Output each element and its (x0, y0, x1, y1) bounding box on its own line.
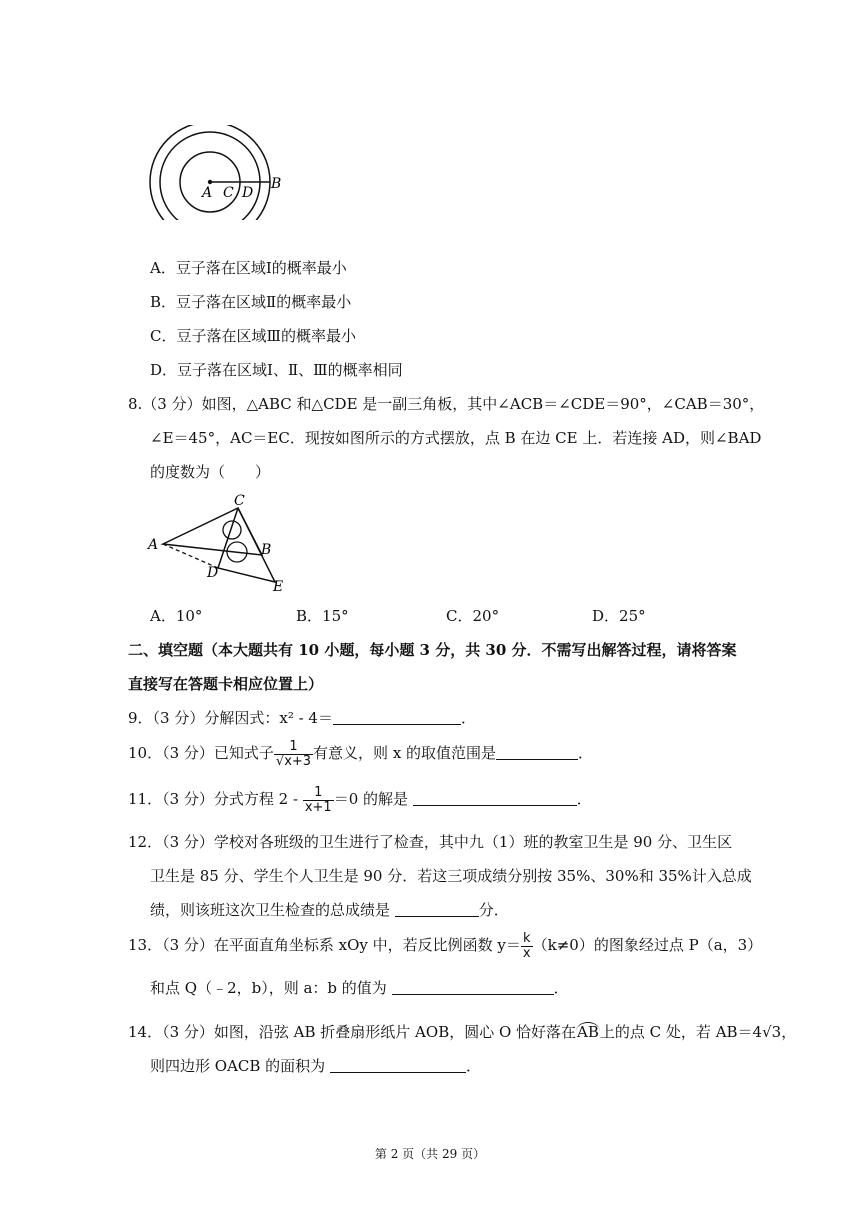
q14-arc-ab: AB (577, 1023, 599, 1041)
q11-fraction-denominator: x+1 (304, 799, 332, 815)
q10-prefix: 10．（3 分）已知式子 (128, 744, 274, 762)
q10-answer-blank (496, 745, 578, 760)
q8-line-1: 8.（3 分）如图，△ABC 和△CDE 是一副三角板，其中∠ACB＝∠CDE＝90°，∠CAB＝30°， (128, 395, 765, 413)
q8-option-c: C．20° (446, 607, 500, 625)
q11-line (128, 782, 592, 816)
q7-label-a: A (202, 185, 213, 201)
q12-line-3 (150, 900, 509, 920)
q13-fraction-denominator: x (522, 945, 531, 961)
q13-line-1 (128, 928, 762, 962)
page-footer: 第 2 页（共 29 页） (374, 1147, 486, 1161)
q8-option-a: A．10° (150, 607, 203, 625)
q14-middle: 上的点 C 处，若 AB＝4√3， (599, 1023, 797, 1041)
q7-label-d: D (242, 185, 254, 201)
q8-label-b: B (261, 542, 272, 558)
q8-line-3: 的度数为（ ） (150, 463, 271, 481)
q14-answer-blank (330, 1058, 466, 1073)
q10-suffix: ． (578, 744, 594, 762)
q11-fraction-numerator: 1 (303, 786, 334, 801)
q14-line-1 (128, 1022, 796, 1042)
q11-answer-blank (413, 791, 577, 806)
q8-label-e: E (273, 579, 284, 595)
q10-fraction-numerator: 1 (274, 740, 313, 755)
q7-option-c: C．豆子落在区域Ⅲ的概率最小 (150, 327, 356, 345)
section-2-heading-line-1: 二、填空题（本大题共有 10 小题，每小题 3 分，共 30 分．不需写出解答过程，请将答案 (128, 641, 737, 659)
q7-option-b: B．豆子落在区域Ⅱ的概率最小 (150, 293, 352, 311)
q13-line-2-suffix: ． (553, 979, 569, 997)
q13-answer-blank (392, 980, 554, 995)
q14-line-2 (150, 1056, 481, 1076)
q8-option-b: B．15° (296, 607, 349, 625)
q10-middle: 有意义，则 x 的取值范围是 (313, 744, 497, 762)
q7-option-d: D．豆子落在区域Ⅰ、Ⅱ、Ⅲ的概率相同 (150, 361, 403, 379)
q7-label-c: C (223, 185, 234, 201)
q8-label-a: A (148, 537, 159, 553)
q8-line-2: ∠E＝45°，AC＝EC．现按如图所示的方式摆放，点 B 在边 CE 上．若连接 AD，则∠BAD (150, 429, 762, 447)
section-2-heading-line-2: 直接写在答题卡相应位置上） (128, 675, 324, 693)
q11-suffix: ． (576, 790, 592, 808)
q7-option-a: A．豆子落在区域Ⅰ的概率最小 (150, 259, 347, 277)
q12-line-2: 卫生是 85 分、学生个人卫生是 90 分．若这三项成绩分别按 35%、30%和 35%计入总成 (150, 867, 752, 885)
q7-label-b: B (271, 176, 282, 192)
q11-prefix: 11．（3 分）分式方程 2 - (128, 790, 303, 808)
q12-line-3-prefix: 绩，则该班这次卫生检查的总成绩是 (150, 901, 391, 919)
q13-fraction-numerator: k (521, 932, 533, 947)
q8-triangles-figure (145, 490, 295, 595)
q8-label-d: D (207, 565, 219, 581)
q13-prefix: 13．（3 分）在平面直角坐标系 xOy 中，若反比例函数 y＝ (128, 936, 521, 954)
q11-middle: ＝0 的解是 (333, 790, 408, 808)
q9-suffix: ． (460, 709, 476, 727)
q14-line-2-suffix: ． (465, 1057, 481, 1075)
q12-line-3-suffix: 分． (478, 901, 509, 919)
q8-label-c: C (234, 493, 245, 509)
q10-line (128, 736, 593, 770)
q9-answer-blank (333, 710, 461, 725)
q13-line-2-prefix: 和点 Q（﹣2，b），则 a：b 的值为 (150, 979, 387, 997)
q9-prefix: 9．（3 分）分解因式：x² - 4＝ (128, 709, 333, 727)
q9-line (128, 708, 476, 728)
q10-fraction-denominator: √x+3 (275, 753, 312, 769)
q14-prefix: 14．（3 分）如图，沿弦 AB 折叠扇形纸片 AOB，圆心 O 恰好落在 (128, 1023, 577, 1041)
q13-line-2 (150, 978, 569, 998)
q11-fraction (303, 786, 334, 815)
q12-line-1: 12．（3 分）学校对各班级的卫生进行了检查，其中九（1）班的教室卫生是 90 分、卫生区 (128, 833, 733, 851)
q13-fraction (521, 932, 533, 961)
q7-concentric-circles-figure (145, 125, 295, 220)
q10-fraction (274, 740, 313, 769)
q14-line-2-prefix: 则四边形 OACB 的面积为 (150, 1057, 326, 1075)
q12-answer-blank (395, 902, 479, 917)
q13-middle: （k≠0）的图象经过点 P（a，3） (532, 936, 763, 954)
q8-option-d: D．25° (592, 607, 646, 625)
